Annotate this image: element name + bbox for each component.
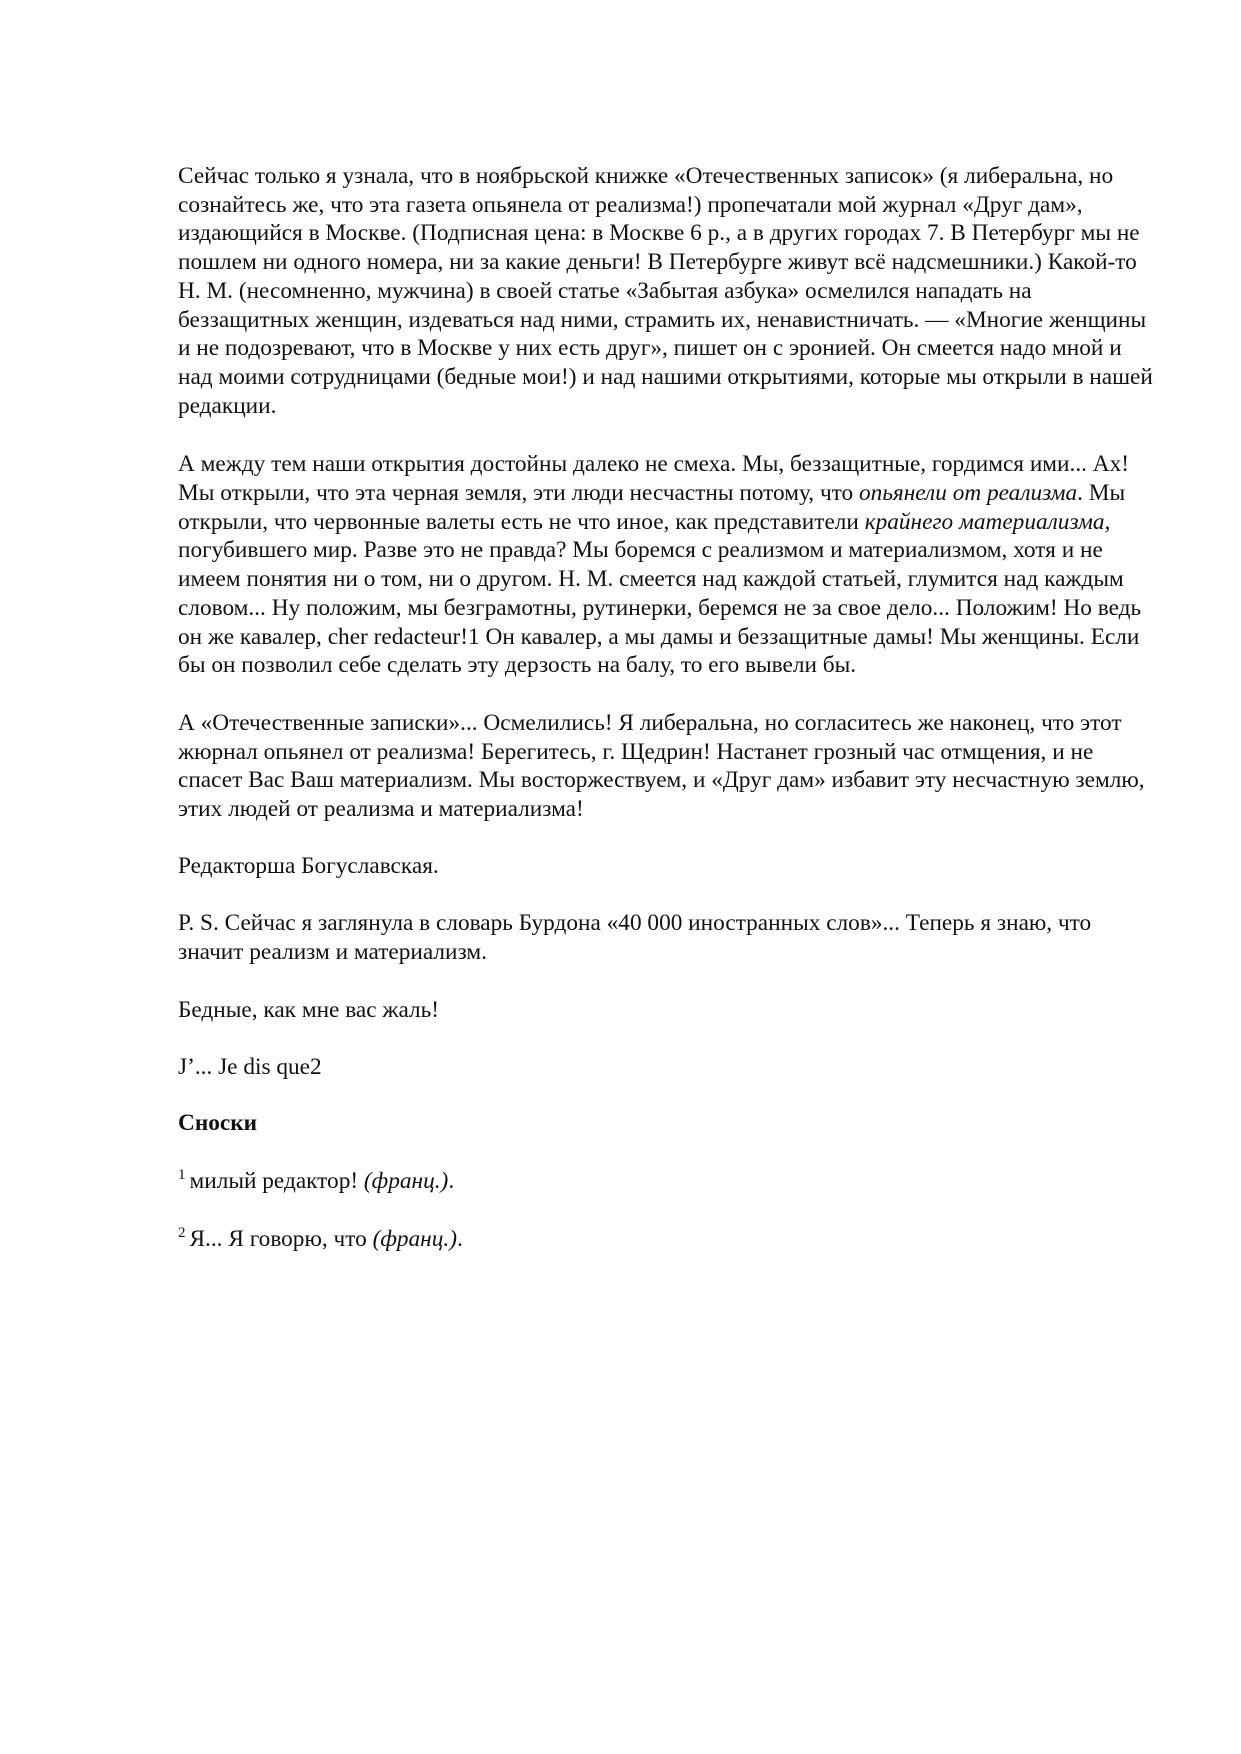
paragraph-2 [178,450,1158,680]
paragraph-french: J’... Je dis que2 [178,1053,322,1080]
footnote-2-number: 2 [178,1224,186,1241]
paragraph-1: Сейчас только я узнала, что в ноябрьской книжке «Отечественных записок» (я либеральна, но сознайтесь же, что эта газета опьянела от реализма!) пропечатали мой журнал «Друг дам», издающийся в Москве. (Подписная цена: в Москве 6 р., а в других городах 7. В Петербург мы не пошлем ни одного номера, ни за какие деньги! В Петербурге живут всё надсмешники.) Какой-то Н. М. (несомненно, мужчина) в своей статье «Забытая азбука» осмелился нападать на беззащитных женщин, издеваться над ними, страмить их, ненавистничать. — «Многие женщины и не подозревают, что в Москве у них есть друг», пишет он с эронией. Он смеется надо мной и над моими сотрудницами (бедные мои!) и над нашими открытиями, которые мы открыли в нашей редакции. [178,163,1153,419]
footnote-2-lang: (франц.) [372,1225,457,1252]
footnote-1-text: милый редактор! [189,1167,364,1194]
paragraph-2-emphasis-1: опьянели от реализма [859,480,1078,507]
signature-line: Редакторша Богуславская. [178,852,439,879]
postscript: P. S. Сейчас я заглянула в словарь Бурдона «40 000 иностранных слов»... Теперь я знаю, что значит реализм и материализм. [178,910,1092,966]
footnote-2 [178,1225,1158,1254]
footnote-2-text: Я... Я говорю, что [189,1225,373,1252]
footnote-1-lang: (франц.) [363,1167,449,1194]
paragraph-2-part-c: погубившего мир. Разве это не правда? Мы боремся с реализмом и материализмом, хотя и не имеем понятия ни о том, ни о другом. Н. М. смеется над каждой статьей, глумится над каждым словом... Ну положим, мы безграмотны, рутинерки, беремся не за свое дело... Положим! Но ведь он же кавалер, cher redacteur!1 Он кавалер, а мы дамы и беззащитные дамы! Мы женщины. Если бы он позволил себе сделать эту дерзость на балу, то его вывели бы. [178,537,1142,679]
footnote-1-end: . [448,1167,455,1194]
footnote-1 [178,1167,1158,1196]
paragraph-2-emphasis-2: крайнего материализма, [864,508,1111,535]
footnote-1-number: 1 [178,1166,186,1183]
paragraph-2-part-a: А между тем наши открытия достойны далеко не смеха. Мы, беззащитные, гордимся ими... Ах! Мы открыли, что эта черная земля, эти люди несчастны потому, что [178,451,1130,507]
paragraph-3: А «Отечественные записки»... Осмелились! Я либеральна, но согласитесь же наконец, что этот жюрнал опьянел от реализма! Берегитесь, г. Щедрин! Настанет грозный час отмщения, и не спасет Вас Ваш материализм. Мы восторжествуем, и «Друг дам» избавит эту несчастную землю, этих людей от реализма и материализма! [178,709,1145,823]
footnotes-heading: Сноски [178,1110,258,1137]
paragraph-lament: Бедные, как мне вас жаль! [178,996,440,1023]
document-page [178,162,1158,1282]
footnote-2-end: . [456,1225,463,1252]
paragraph-2-part-b: . Мы открыли, что червонные валеты есть не что иное, как представители [178,480,1126,535]
